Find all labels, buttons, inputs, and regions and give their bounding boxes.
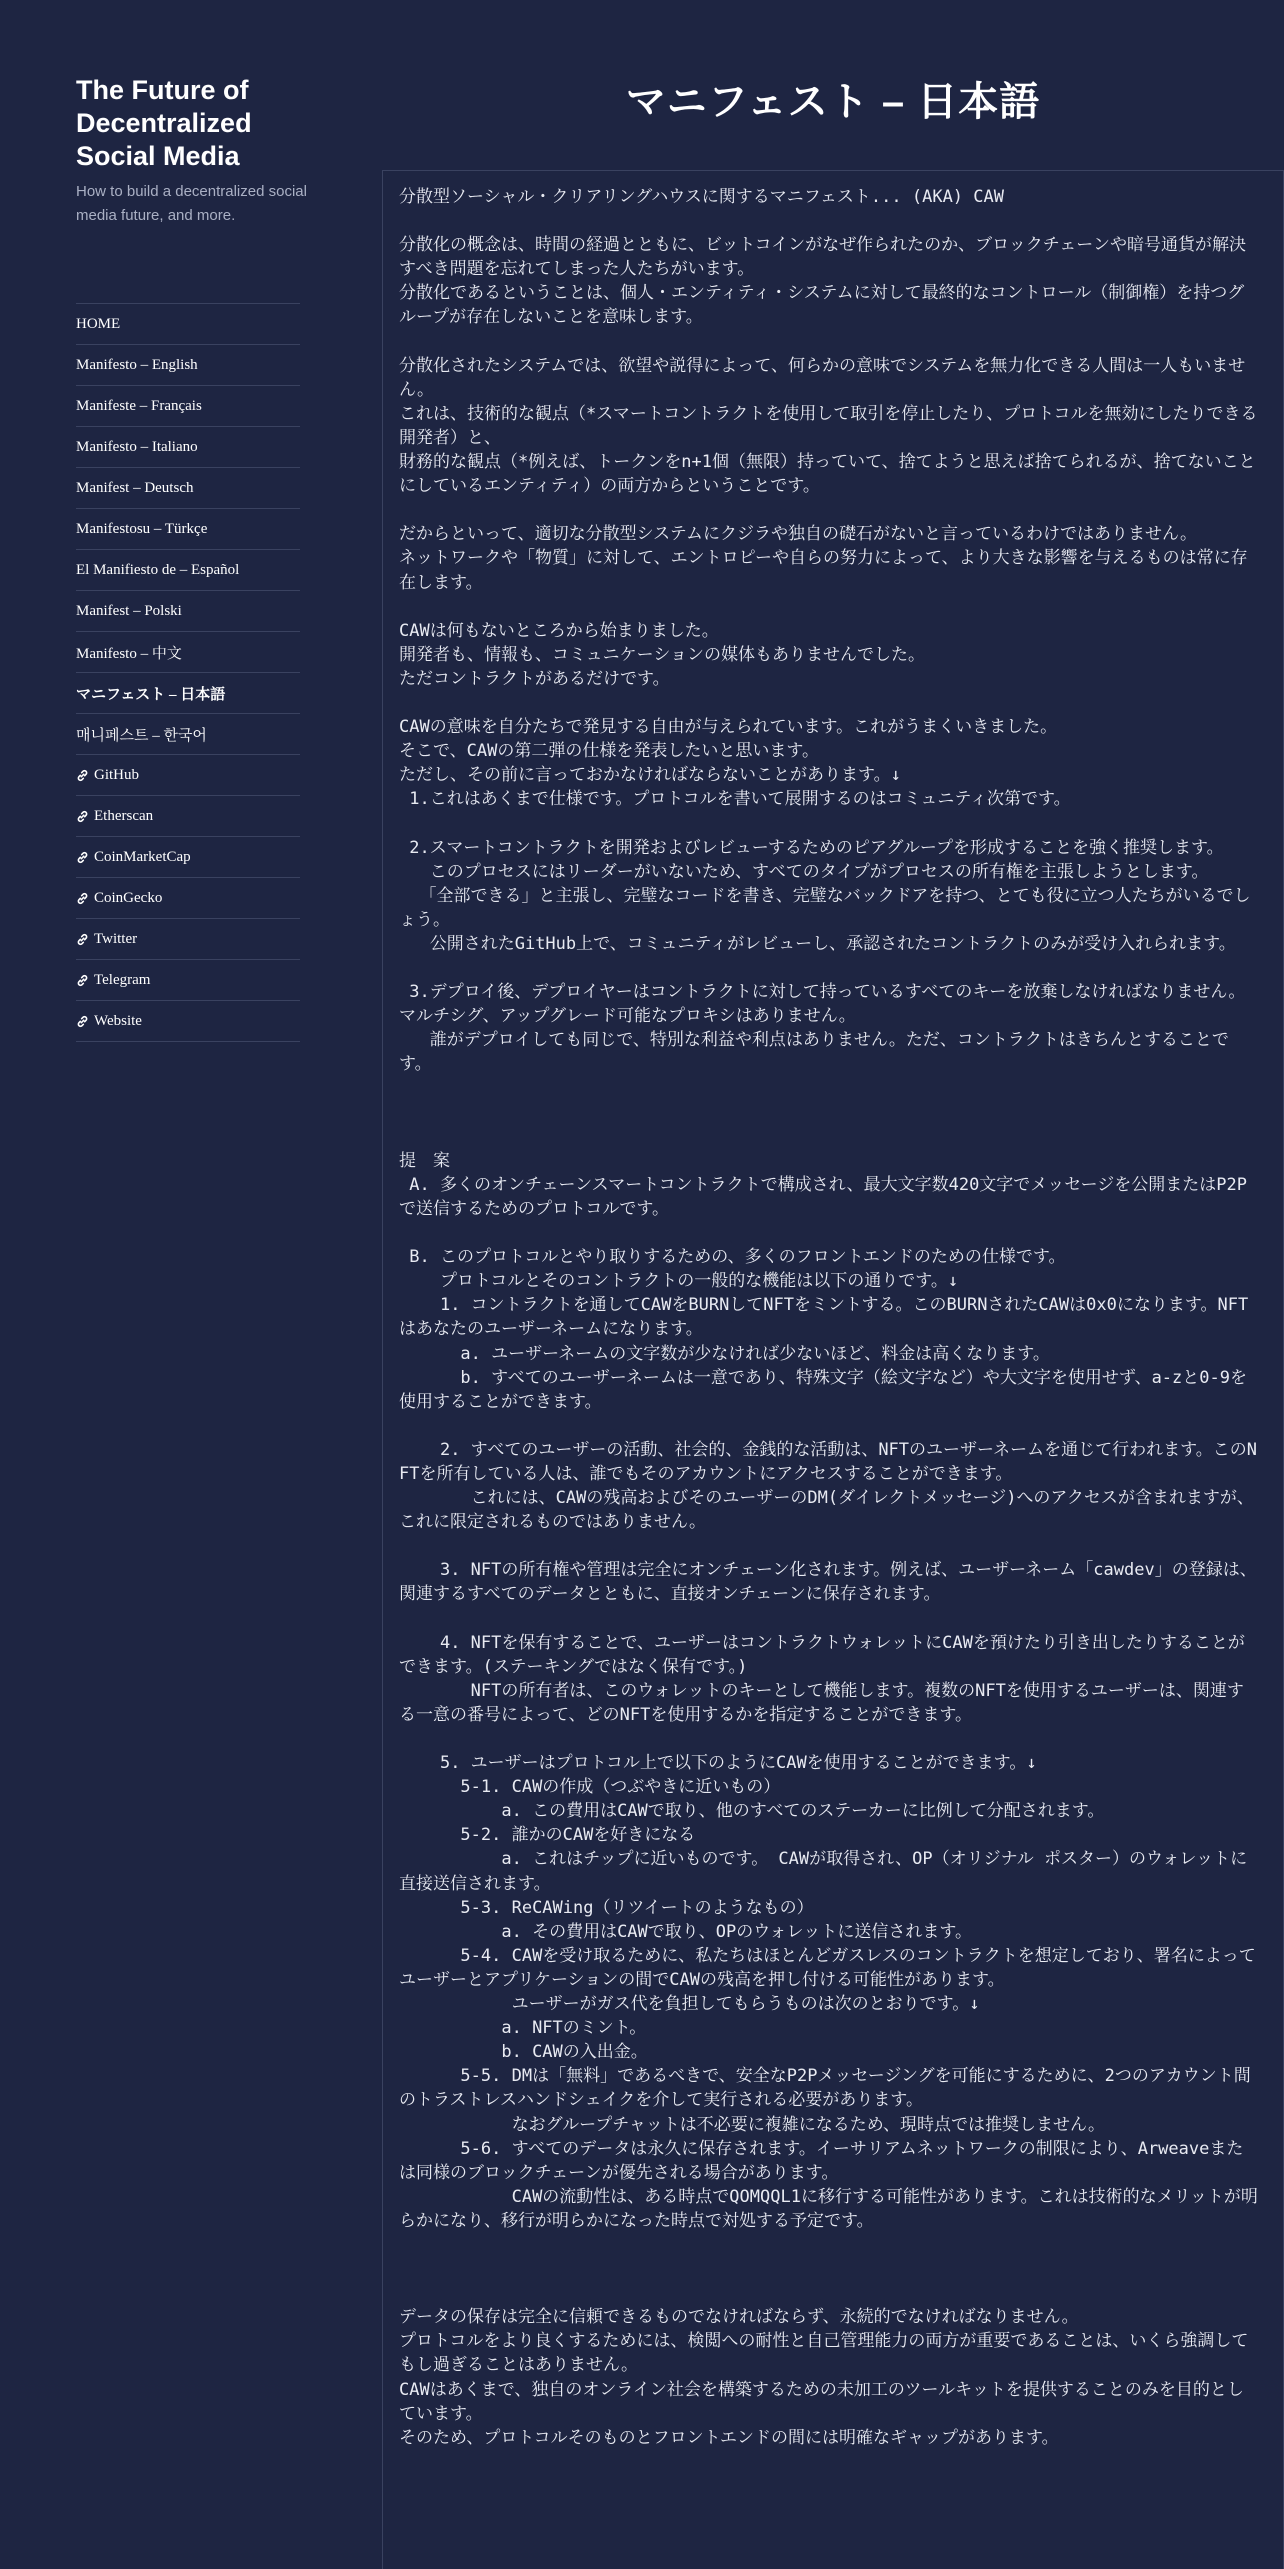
sidebar-item-label: Manifest – Polski xyxy=(76,602,182,619)
sidebar-item-label: El Manifiesto de – Español xyxy=(76,561,240,578)
sidebar-item-twitter[interactable] xyxy=(76,919,300,960)
sidebar-item-label: GitHub xyxy=(94,766,139,783)
text-line: 5-1. CAWの作成（つぶやきに近いもの） xyxy=(399,1777,781,1798)
link-icon xyxy=(76,892,89,905)
text-line: ただコントラクトがあるだけです。 xyxy=(399,668,670,689)
text-line xyxy=(399,2257,1259,2281)
text-line: 5-4. CAWを受け取るために、私たちはほとんどガスレスのコントラクトを想定しており、署名によってユーザーとアプリケーションの間でCAWの残高を押し付ける可能性があります。 xyxy=(399,1945,1256,1990)
text-line xyxy=(399,1076,1259,1100)
text-line: 3. NFTの所有権や管理は完全にオンチェーン化されます。例えば、ユーザーネーム「cawdev」の登録は、関連するすべてのデータとともに、直接オンチェーンに保存されます。 xyxy=(399,1560,1257,1605)
text-line: 「全部できる」と主張し、完璧なコードを書き、完璧なバックドアを持つ、とても役に立つ人たちがいるでしょう。 xyxy=(399,885,1251,930)
text-line: ユーザーがガス代を負担してもらうものは次のとおりです。↓ xyxy=(399,1994,980,2015)
text-line: a. この費用はCAWで取り、他のすべてのステーカーに比例して分配されます。 xyxy=(399,1801,1105,1822)
text-line: だからといって、適切な分散型システムにクジラや独自の礎石がないと言っているわけではありません。 xyxy=(399,524,1197,545)
sidebar-item-item-9[interactable] xyxy=(76,673,300,714)
text-line: b. CAWの入出金。 xyxy=(399,2042,648,2063)
sidebar-item-website[interactable] xyxy=(76,1001,300,1042)
text-line: プロトコルをより良くするためには、検閲への耐性と自己管理能力の両方が重要であることは、いくら強調してもし過ぎることはありません。 xyxy=(399,2331,1249,2376)
text-line: これには、CAWの残高およびそのユーザーのDM(ダイレクトメッセージ)へのアクセスが含まれますが、これに限定されるものではありません。 xyxy=(399,1488,1254,1533)
sidebar-item-manifesto-italiano[interactable] xyxy=(76,427,300,468)
main-content xyxy=(382,0,1284,2568)
text-line: 5-3. ReCAWing（リツイートのようなもの） xyxy=(399,1897,814,1918)
sidebar-item-item-10[interactable] xyxy=(76,714,300,755)
text-line: ネットワークや「物質」に対して、エントロピーや自らの努力によって、より大きな影響を与えるものは常に存在します。 xyxy=(399,548,1248,593)
text-line xyxy=(399,1534,1259,1558)
text-line xyxy=(399,691,1259,715)
text-line: a. その費用はCAWで取り、OPのウォレットに送信されます。 xyxy=(399,1921,973,1942)
text-line: なおグループチャットは不必要に複雑になるため、現時点では推奨しません。 xyxy=(399,2114,1106,2135)
sidebar-item-home[interactable] xyxy=(76,304,300,345)
text-line: 5-2. 誰かのCAWを好きになる xyxy=(399,1825,696,1846)
text-line: 公開されたGitHub上で、コミュニティがレビューし、承認されたコントラクトのみが受け入れられます。 xyxy=(399,933,1236,954)
sidebar-item-label: 매니페스트 – 한국어 xyxy=(76,727,207,744)
sidebar-item-label: CoinGecko xyxy=(94,889,163,906)
sidebar-item-label: Etherscan xyxy=(94,807,154,824)
text-line: そのため、プロトコルそのものとフロントエンドの間には明確なギャップがあります。 xyxy=(399,2427,1059,2448)
link-icon xyxy=(76,769,89,782)
sidebar-item-etherscan[interactable] xyxy=(76,796,300,837)
sidebar-item-label: HOME xyxy=(76,315,121,332)
text-line: 提 案 xyxy=(399,1150,450,1171)
text-line: 5. ユーザーはプロトコル上で以下のようにCAWを使用することができます。↓ xyxy=(399,1753,1037,1774)
sidebar-item-github[interactable] xyxy=(76,755,300,796)
sidebar-item-manifest-deutsch[interactable] xyxy=(76,468,300,509)
sidebar-item-manifesto[interactable] xyxy=(76,632,300,673)
text-line xyxy=(399,1221,1259,1245)
sidebar-item-label: Manifesto – 中文 xyxy=(76,645,182,662)
sidebar-item-label: CoinMarketCap xyxy=(94,848,191,865)
text-line xyxy=(399,209,1259,233)
text-line: a. これはチップに近いものです。 CAWが取得され、OP（オリジナル ポスター）のウォレットに直接送信されます。 xyxy=(399,1849,1248,1894)
text-line: 財務的な観点（*例えば、トークンをn+1個（無限）持っていて、捨てようと思えば捨てられるが、捨てないことにしているエンティティ）の両方からということです。 xyxy=(399,452,1256,497)
manifesto-text xyxy=(399,185,1259,2450)
text-line: このプロセスにはリーダーがいないため、すべてのタイプがプロセスの所有権を主張しようとします。 xyxy=(399,861,1209,882)
text-line: a. ユーザーネームの文字数が少なければ少ないほど、料金は高くなります。 xyxy=(399,1343,1050,1364)
link-icon xyxy=(76,851,89,864)
text-line xyxy=(399,1414,1259,1438)
text-line: A. 多くのオンチェーンスマートコントラクトで構成され、最大文字数420文字でメッセージを公開またはP2Pで送信するためのプロトコルです。 xyxy=(399,1174,1247,1219)
text-line: そこで、CAWの第二弾の仕様を発表したいと思います。 xyxy=(399,741,820,762)
site-title[interactable]: The Future of Decentralized Social Media xyxy=(76,75,252,171)
text-line: CAWは何もないところから始まりました。 xyxy=(399,620,719,641)
sidebar-item-label: マニフェスト – 日本語 xyxy=(76,686,226,703)
text-line: 2.スマートコントラクトを開発およびレビューするためのピアグループを形成することを強く推奨します。 xyxy=(399,837,1224,858)
sidebar-item-label: Manifestosu – Türkçe xyxy=(76,520,208,537)
text-line xyxy=(399,1607,1259,1631)
text-line: 4. NFTを保有することで、ユーザーはコントラクトウォレットにCAWを預けたり引き出したりすることができます。(ステーキングではなく保有です。) xyxy=(399,1632,1245,1677)
sidebar-item-label: Twitter xyxy=(94,930,138,947)
text-line xyxy=(399,1101,1259,1125)
text-line: 分散化であるということは、個人・エンティティ・システムに対して最終的なコントロール（制御権）を持つグループが存在しないことを意味します。 xyxy=(399,283,1245,328)
sidebar-item-label: Manifesto – English xyxy=(76,356,198,373)
sidebar-item-coinmarketcap[interactable] xyxy=(76,837,300,878)
text-line: CAWはあくまで、独自のオンライン社会を構築するための未加工のツールキットを提供することのみを目的としています。 xyxy=(399,2379,1244,2424)
text-line: プロトコルとそのコントラクトの一般的な機能は以下の通りです。↓ xyxy=(399,1271,959,1292)
text-line xyxy=(399,595,1259,619)
text-line: 5-5. DMは「無料」であるべきで、安全なP2Pメッセージングを可能にするために、2つのアカウント間のトラストレスハンドシェイクを介して実行される必要があります。 xyxy=(399,2066,1251,2111)
link-icon xyxy=(76,810,89,823)
text-line: b. すべてのユーザーネームは一意であり、特殊文字（絵文字など）や大文字を使用せず、a-zと0-9を使用することができます。 xyxy=(399,1367,1247,1412)
sidebar-item-label: Telegram xyxy=(94,971,151,988)
link-icon xyxy=(76,974,89,987)
sidebar xyxy=(0,0,382,2568)
text-line: 開発者も、情報も、コミュニケーションの媒体もありませんでした。 xyxy=(399,644,925,665)
text-line xyxy=(399,330,1259,354)
text-line xyxy=(399,956,1259,980)
text-line: これは、技術的な観点（*スマートコントラクトを使用して取引を停止したり、プロトコルを無効にしたりできる開発者）と、 xyxy=(399,403,1258,448)
text-line xyxy=(399,498,1259,522)
text-line: B. このプロトコルとやり取りするための、多くのフロントエンドのための仕様です。 xyxy=(399,1247,1066,1268)
text-line xyxy=(399,1727,1259,1751)
text-line xyxy=(399,2233,1259,2257)
text-line: 1.これはあくまで仕様です。プロトコルを書いて展開するのはコミュニティ次第です。 xyxy=(399,789,1071,810)
page-title: マニフェスト – 日本語 xyxy=(625,80,1041,124)
text-line: 5-6. すべてのデータは永久に保存されます。イーサリアムネットワークの制限により、Arweaveまたは同様のブロックチェーンが優先される場合があります。 xyxy=(399,2138,1244,2183)
text-line xyxy=(399,1125,1259,1149)
text-line: 誰がデプロイしても同じで、特別な利益や利点はありません。ただ、コントラクトはきちんとすることです。 xyxy=(399,1030,1229,1075)
sidebar-item-el-manifiesto-de-espa-ol[interactable] xyxy=(76,550,300,591)
text-line: データの保存は完全に信頼できるものでなければならず、永続的でなければなりません。 xyxy=(399,2307,1079,2328)
sidebar-item-coingecko[interactable] xyxy=(76,878,300,919)
sidebar-item-label: Manifest – Deutsch xyxy=(76,479,194,496)
sidebar-item-manifeste-fran-ais[interactable] xyxy=(76,386,300,427)
text-line: 分散化の概念は、時間の経過とともに、ビットコインがなぜ作られたのか、ブロックチェーンや暗号通貨が解決すべき問題を忘れてしまった人たちがいます。 xyxy=(399,235,1246,280)
sidebar-item-manifest-polski[interactable] xyxy=(76,591,300,632)
sidebar-item-manifesto-english[interactable] xyxy=(76,345,300,386)
link-icon xyxy=(76,933,89,946)
text-line: 1. コントラクトを通してCAWをBURNしてNFTをミントする。このBURNされたCAWは0x0になります。NFTはあなたのユーザーネームになります。 xyxy=(399,1295,1249,1340)
sidebar-item-telegram[interactable] xyxy=(76,960,300,1001)
entry-content xyxy=(382,170,1284,2569)
text-line: CAWの意味を自分たちで発見する自由が与えられています。これがうまくいきました。 xyxy=(399,717,1058,738)
text-line: 分散化されたシステムでは、欲望や説得によって、何らかの意味でシステムを無力化できる人間は一人もいません。 xyxy=(399,355,1246,400)
text-line xyxy=(399,2281,1259,2305)
text-line: CAWの流動性は、ある時点でQOMQQL1に移行する可能性があります。これは技術的なメリットが明らかになり、移行が明らかになった時点で対処する予定です。 xyxy=(399,2186,1258,2231)
sidebar-item-label: Website xyxy=(94,1012,142,1029)
text-line: 3.デプロイ後、デプロイヤーはコントラクトに対して持っているすべてのキーを放棄しなければなりません。マルチシグ、アップグレード可能なプロキシはありません。 xyxy=(399,982,1246,1027)
text-line: a. NFTのミント。 xyxy=(399,2018,647,2039)
text-line: NFTの所有者は、このウォレットのキーとして機能します。複数のNFTを使用するユーザーは、関連する一意の番号によって、どのNFTを使用するかを指定することができます。 xyxy=(399,1680,1244,1725)
sidebar-item-manifestosu-t-rk-e[interactable] xyxy=(76,509,300,550)
text-line: 分散型ソーシャル・クリアリングハウスに関するマニフェスト... (AKA) CAW xyxy=(399,187,1004,207)
text-line: ただし、その前に言っておかなければならないことがあります。↓ xyxy=(399,765,901,786)
sidebar-item-label: Manifesto – Italiano xyxy=(76,438,198,455)
text-line xyxy=(399,811,1259,835)
sidebar-item-label: Manifeste – Français xyxy=(76,397,202,414)
site-description: How to build a decentralized social media future, and more. xyxy=(76,183,307,224)
text-line: 2. すべてのユーザーの活動、社会的、金銭的な活動は、NFTのユーザーネームを通じて行われます。このNFTを所有している人は、誰でもそのアカウントにアクセスすることができます。 xyxy=(399,1439,1258,1484)
link-icon xyxy=(76,1015,89,1028)
sidebar-nav xyxy=(76,303,300,1042)
